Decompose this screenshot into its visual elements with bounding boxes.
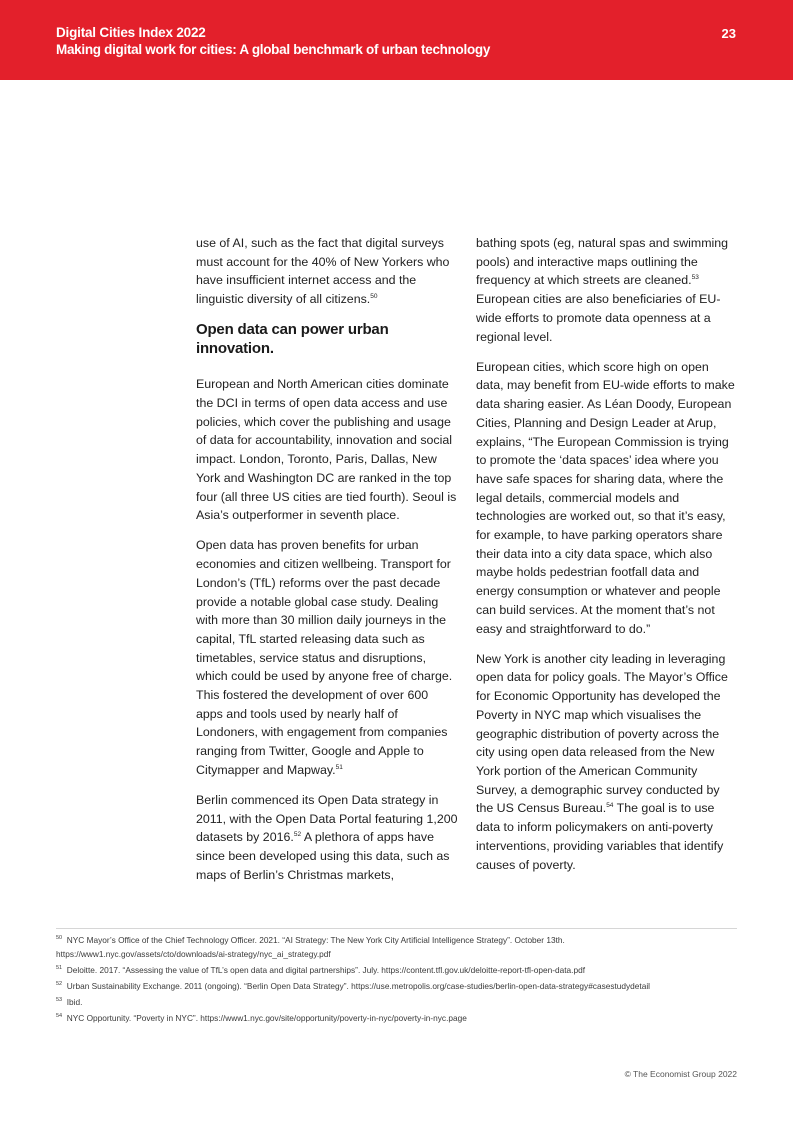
paragraph: bathing spots (eg, natural spas and swimming pools) and interactive maps outlining the frequency at which streets are cleaned.$^{53}$ European cities are also beneficiaries of EU-wide efforts to promote data openness at a regional level. — [476, 236, 729, 344]
right-column — [476, 234, 738, 886]
footnote: $^{53}$ Ibid. — [56, 997, 83, 1007]
footnote: $^{50}$ NYC Mayor’s Office of the Chief Technology Officer. 2021. “AI Strategy: The New York City Artificial Intelligence Strategy”. October 13th. https://www1.nyc.gov/assets/cto/downloads/ai-strategy/nyc_ai_strategy.pdf — [56, 935, 565, 959]
footnote-ref[interactable]: 53 — [691, 274, 699, 282]
footnotes — [56, 933, 737, 1027]
page-header — [0, 0, 793, 80]
paragraph: use of AI, such as the fact that digital surveys must account for the 40% of New Yorkers who have insufficient internet access and the linguistic diversity of all citizens.$^{50}$ — [196, 236, 450, 307]
paragraph: European cities, which score high on open data, may benefit from EU-wide efforts to make data sharing easier. As Léan Doody, European Cities, Planning and Design Leader at Arup, explains, “The European Commission is trying to promote the ‘data spaces’ idea where you have safe spaces for sharing data, where the legal details, commercial models and technologies are worked out, so that it’s easy, for example, to have parking operators share their data into a city data space, which also maybe holds pedestrian footfall data and energy consumption or whatever and people can build services. At the moment that’s not easy and straightforward to do.” — [476, 359, 735, 636]
footnote-ref[interactable]: 51 — [335, 763, 343, 771]
footnote: $^{54}$ NYC Opportunity. “Poverty in NYC”. https://www1.nyc.gov/site/opportunity/poverty-in-nyc/poverty-in-nyc.page — [56, 1013, 467, 1023]
left-column — [196, 234, 458, 896]
section-heading: Open data can power urban innovation. — [196, 321, 389, 358]
footnote: $^{51}$ Deloitte. 2017. “Assessing the value of TfL’s open data and digital partnerships”. July. https://content.tfl.gov.uk/deloitte-report-tfl-open-data.pdf — [56, 965, 585, 975]
paragraph: Open data has proven benefits for urban economies and citizen wellbeing. Transport for London’s (TfL) reforms over the past decade provide a notable global case study. Dealing with more than 30 million daily journeys in the capital, TfL started releasing data such as timetables, service status and disruptions, which could be used by anyone free of charge. This fostered the development of over 600 apps and tools used by nearly half of Londoners, with engagement from companies ranging from Twitter, Google and Apple to Citymapper and Mapway.$^{51}$ — [196, 538, 453, 777]
paragraph: New York is another city leading in leveraging open data for policy goals. The Mayor’s Office for Economic Opportunity has developed the Poverty in NYC map which visualises the geographic distribution of poverty across the city using open data released from the New York portion of the American Community Survey, a demographic survey conducted by the US Census Bureau.$^{54}$ The goal is to use data to inform policymakers on anti-poverty interventions, providing variables that identify causes of poverty. — [476, 651, 728, 872]
paragraph: Berlin commenced its Open Data strategy in 2011, with the Open Data Portal featuring 1,200 datasets by 2016.52 A plethora of apps have since been developed using this data, such as maps of Berlin’s Christmas markets, — [196, 793, 458, 882]
footnote-ref[interactable]: 50 — [370, 292, 378, 300]
page-number: 23 — [721, 26, 736, 41]
report-subtitle: Making digital work for cities: A global benchmark of urban technology — [56, 42, 491, 57]
footnote-ref[interactable]: 52 — [293, 831, 302, 839]
footnote-divider — [56, 928, 737, 929]
footnote-ref[interactable]: 54 — [606, 802, 614, 810]
paragraph: European and North American cities dominate the DCI in terms of open data access and use policies, which cover the publishing and usage of data for accountability, innovation and social impact. London, Toronto, Paris, Dallas, New York and Washington DC are ranked in the top four (all three US cities are tied fourth). Seoul is Asia’s outperformer in seventh place. — [196, 377, 457, 523]
footnote: $^{52}$ Urban Sustainability Exchange. 2011 (ongoing). “Berlin Open Data Strategy”. https://use.metropolis.org/case-studies/berlin-open-data-strategy#casestudydetail — [56, 981, 650, 991]
report-title: Digital Cities Index 2022 — [56, 25, 206, 40]
copyright: © The Economist Group 2022 — [624, 1069, 737, 1079]
